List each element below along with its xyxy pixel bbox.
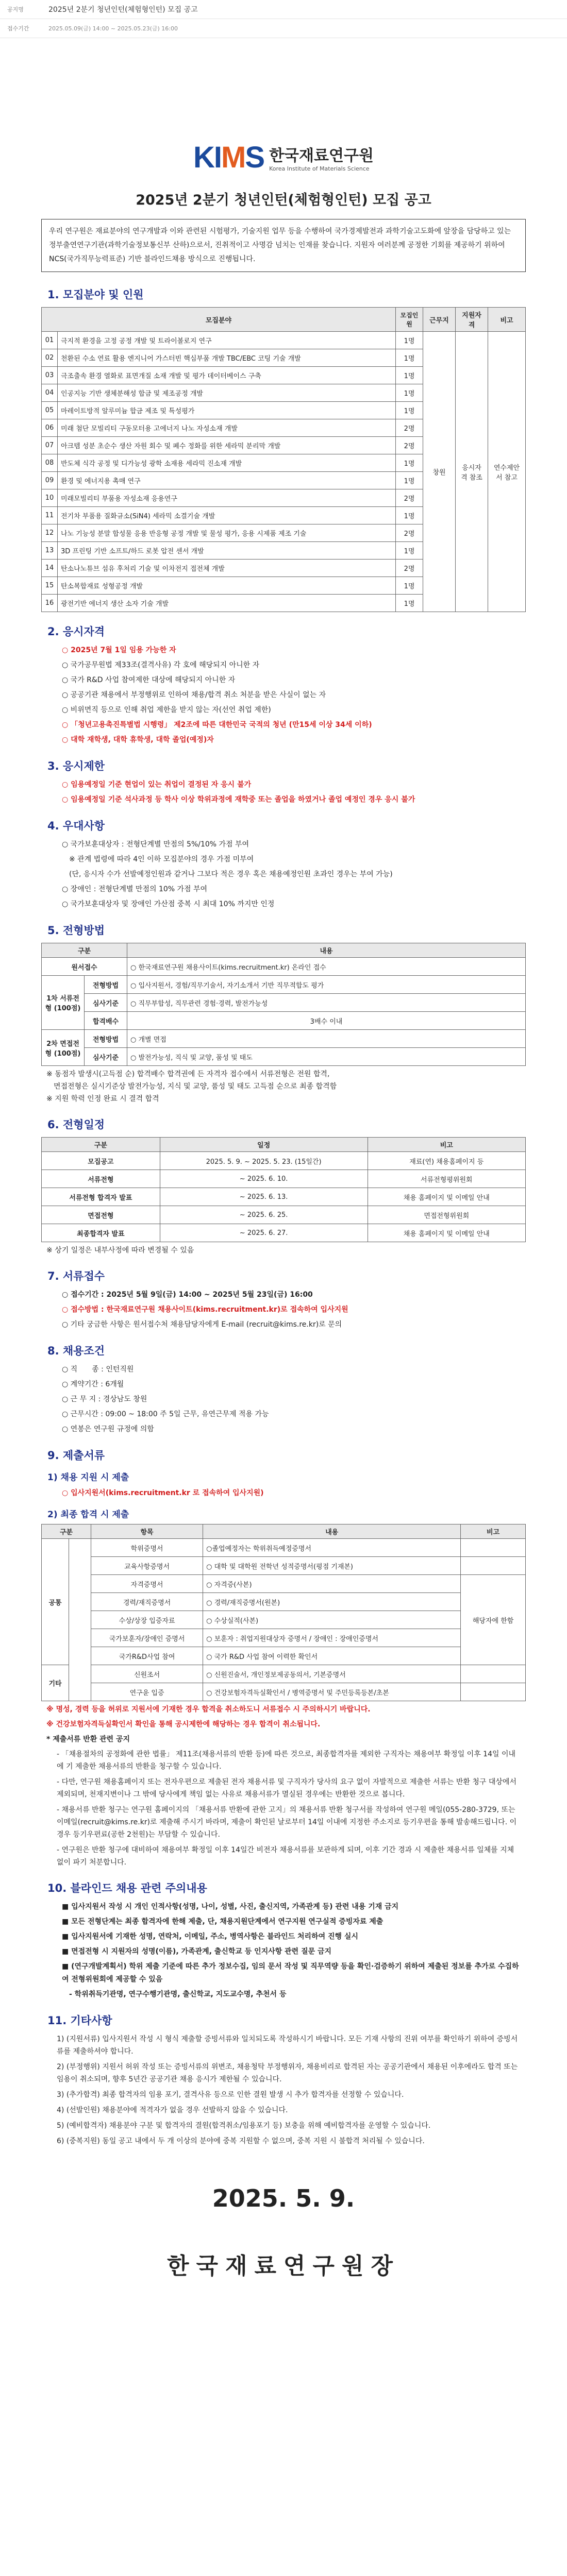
schedule-date: ~ 2025. 6. 10. [160,1170,368,1188]
row-field: 인공지능 기반 생체분해성 합금 및 제조공정 개발 [58,384,396,402]
qualification-list [41,644,526,747]
logo-korean: 한국재료연구원 [269,146,374,165]
doc-item: 수상/상장 입증자료 [91,1611,203,1629]
preference-item: ※ 관계 법령에 따라 4인 이하 모집분야의 경우 가점 미부여 [62,855,254,863]
document-row [42,1575,526,1593]
schedule-note: 채용 홈페이지 및 이메일 안내 [368,1188,525,1206]
kims-logo [41,139,526,175]
recruit-row [42,332,526,349]
doc-note: 해당자에 한함 [461,1575,526,1665]
document-row [42,1611,526,1629]
schedule-date: 2025. 5. 9. ~ 2025. 5. 23. (15일간) [160,1152,368,1170]
notice-title-row [0,0,567,19]
document-row [42,1629,526,1647]
doc-note-empty [461,1665,526,1683]
doc-content: ○졸업예정자는 학위취득예정증명서 [203,1539,461,1557]
row-number: 06 [42,419,58,437]
schedule-type: 최종합격자 발표 [42,1224,160,1242]
restriction-1: ○ 임용예정일 기준 현업이 있는 취업이 결정된 자 응시 불가 [62,781,252,789]
stage-apply-content: ○ 한국재료연구원 채용사이트(kims.recruitment.kr) 온라인 접수 [127,958,526,976]
section-title-restriction: 3. 응시제한 [47,760,105,772]
row-count: 1명 [396,384,423,402]
doc-content: ○ 자격증(사본) [203,1575,461,1593]
row-field: 나노 기능성 분말 합성물 응용 반응형 공정 개발 및 물성 평가, 응용 시제품 제조 기술 [58,524,396,542]
row-field: 미래 첨단 모빌리티 구동모터용 고에너지 나노 자성소재 개발 [58,419,396,437]
documents-apply-item: ○ 입사지원서(kims.recruitment.kr 로 접속하여 입사지원) [62,1489,264,1497]
schedule-row [42,1206,526,1224]
etc-item: 3) (추가합격) 최종 합격자의 임용 포기, 결격사유 등으로 인한 결원 발생 시 추가 합격자를 선정할 수 있습니다. [57,2091,404,2099]
selection-table: 구분 내용 원서접수 ○ 한국재료연구원 채용사이트(kims.recruitment.kr) 온라인 접수 1차 서류전형 (100점) 전형방법 ○ 입사지원서, 경험/직무기술서, 자기소개서 기반 직무적합도 평가 심사기준 ○ 직무부합성, 직무관련 경험·경력, 발전가능성 합격배수 3배수 이내 2차 면접전형 (100점) 전형방법 ○ 개별 면접 심사기준 ○ 발전가능성, 직식 및 교양, 품성 및 태도 [41,943,526,1066]
schedule-type: 서류전형 합격자 발표 [42,1188,160,1206]
doc-subgroup [69,1539,91,1701]
qualification-item: ○ 국가 R&D 사업 참여제한 대상에 해당되지 아니한 자 [62,676,236,684]
schedule-date: ~ 2025. 6. 13. [160,1188,368,1206]
etc-item: 6) (중복지원) 동일 공고 내에서 두 개 이상의 분야에 중복 지원할 수 없으며, 중복 지원 시 불합격 처리될 수 있습니다. [57,2137,425,2145]
row-count: 1명 [396,507,423,524]
row-count: 1명 [396,577,423,595]
preference-item: ○ 장애인 : 전형단계별 만점의 10% 가점 부여 [62,885,208,893]
notice-title: 2025년 2분기 청년인턴(체험형인턴) 모집 공고 [48,6,198,14]
row-number: 15 [42,577,58,595]
row-count: 2명 [396,437,423,454]
schedule-row [42,1188,526,1206]
selection-note-1: ※ 동점자 발생시(고득점 순) 합격배수 합격권에 든 자격자 접수에서 서류전형은 전원 합격, [46,1070,330,1078]
doc-content: ○ 수상실적(사본) [203,1611,461,1629]
doc-item: 경력/재직증명서 [91,1593,203,1611]
doc-group-etc: 기타 [42,1665,69,1701]
row-field: 극지적 환경을 고정 공정 개발 및 트라이볼로지 연구 [58,332,396,349]
stage-2: 2차 면접전형 (100점) [42,1030,85,1066]
documents-warn-1: ※ 명성, 경력 등을 허위로 지원서에 기재한 경우 합격을 취소하도니 서류접수 시 주의하시기 바랍니다. [46,1705,371,1714]
row-field: 마레이트방적 알루미늄 합금 제조 및 특성평가 [58,402,396,419]
row-field: 극조출속 환경 열화로 표면개질 소재 개발 및 평가 데이터베이스 구축 [58,367,396,384]
etc-list [41,2033,526,2147]
row-number: 10 [42,489,58,507]
schedule-type: 모집공고 [42,1152,160,1170]
application-method: ○ 접수방법 : 한국재료연구원 채용사이트(kims.recruitment.kr)로 접속하여 입사지원 [62,1306,348,1314]
row-field: 반도체 식각 공정 및 디가능성 광학 소재용 세라믹 진소재 개발 [58,454,396,472]
etc-item: 5) (예비합격자) 채용분야 구분 및 합격자의 결원(합격취소/임용포기 등) 보충을 위해 예비합격자를 운영할 수 있습니다. [57,2122,431,2130]
section-title-selection: 5. 전형방법 [47,924,105,937]
doc-group-common: 공통 [42,1539,69,1665]
row-number: 11 [42,507,58,524]
row-field: 천환된 수소 연료 활용 엔지니어 가스터빈 핵심부품 개발 TBC/EBC 코팅 기술 개발 [58,349,396,367]
row-count: 2명 [396,419,423,437]
row-field: 환경 및 에너지용 촉매 연구 [58,472,396,489]
row-count: 2명 [396,524,423,542]
stage-1: 1차 서류전형 (100점) [42,976,85,1030]
documents-sub-2: 2) 최종 합격 시 제출 [47,1510,129,1520]
schedule-note: ※ 상기 일정은 내부사정에 따라 변경될 수 있음 [46,1246,194,1255]
th-qual: 지원자격 [456,308,488,332]
documents-sub-1: 1) 채용 지원 시 제출 [47,1472,129,1483]
documents-notice [41,1748,526,1869]
etc-item: 1) (지원서류) 입사지원서 작성 시 형식 제출할 증빙서류와 일치되도록 작성하시기 바랍니다. 모든 기재 사항의 진위 여부를 확인하기 위하여 증빙서류를 제출하셔야 합니다. [57,2035,518,2056]
blind-item: ■ 입사지원서 작성 시 개인 인적사항(성명, 나이, 성별, 사진, 출신지역, 가족관계 등) 관련 내용 기재 금지 [62,1903,399,1911]
doc-content: ○ 대학 및 대학원 전학년 성적증명서(평점 기재본) [203,1557,461,1575]
condition-item: ○ 근 무 지 : 경상남도 창원 [62,1395,147,1403]
period-value: 2025.05.09(금) 14:00 ~ 2025.05.23(금) 16:00 [48,25,178,32]
condition-item: ○ 연봉은 연구원 규정에 의함 [62,1425,154,1433]
schedule-row [42,1224,526,1242]
section-title-preference: 4. 우대사항 [47,820,105,832]
blind-item: ■ 입사지원서에 기재한 성명, 연락처, 이메일, 주소, 병역사항은 블라인드 처리하여 진행 실시 [62,1933,358,1941]
notice-paragraph: - 「채용절차의 공정화에 관한 법률」 제11조(채용서류의 반환 등)에 따른 것으로, 최종합격자를 제외한 구직자는 채용여부 확정일 이후 14일 이내에 기 제출한 채용서류의 반환을 청구할 수 있습니다. [57,1750,516,1771]
period-label: 접수기간 [7,25,29,32]
doc-item: 국가R&D사업 참여 [91,1647,203,1665]
row-field: 미래모빌리티 부품용 자성소재 응용연구 [58,489,396,507]
doc-content: ○ 보훈자 : 취업지원대상자 증명서 / 장애인 : 장애인증명서 [203,1629,461,1647]
row-count: 1명 [396,595,423,612]
row-number: 07 [42,437,58,454]
intro-box: 우리 연구원은 재료분야의 연구개발과 이와 관련된 시험평가, 기술지원 업무 등을 수행하여 국가경제발전과 과학기술고도화에 앞장을 담당하고 있는 정부출연연구기관(과학기술정보통신부 산하)으로서, 진취적이고 사명감 넘치는 인재를 찾습니다. 지원자 여러분께 공정한 기회를 제공하기 위하여 NCS(국가직무능력표준) 기반 블라인드채용 방식으로 진행됩니다. [41,219,526,272]
schedule-row [42,1170,526,1188]
doc-item: 연구윤 입증 [91,1683,203,1701]
row-number: 05 [42,402,58,419]
blind-item: - 학위취득기관명, 연구수행기관명, 출신학교, 지도교수명, 추천서 등 [62,1990,287,1998]
schedule-row [42,1152,526,1170]
row-number: 01 [42,332,58,349]
doc-content: ○ 국가 R&D 사업 참여 이력한 확인서 [203,1647,461,1665]
qualification-item: ○ 비위면직 등으로 인해 취업 제한을 받지 않는 자(선언 취업 제한) [62,706,271,714]
doc-note-empty [461,1683,526,1701]
section-title-schedule: 6. 전형일정 [47,1118,105,1131]
section-title-blind: 10. 블라인드 채용 관련 주의내용 [47,1882,207,1894]
doc-content: ○ 신원진술서, 개인정보제공동의서, 기본증명서 [203,1665,461,1683]
schedule-note: 재료(연) 채용홈페이지 등 [368,1152,525,1170]
row-count: 2명 [396,560,423,577]
etc-item: 4) (선발인원) 채용분야에 적격자가 없을 경우 선발하지 않을 수 있습니다. [57,2106,288,2114]
workplace-cell: 창원 [423,332,456,612]
row-number: 02 [42,349,58,367]
row-number: 09 [42,472,58,489]
doc-item: 자격증명서 [91,1575,203,1593]
row-field: 광전기반 에너지 생산 소자 기술 개발 [58,595,396,612]
row-field: 탄소복합재료 성형공정 개발 [58,577,396,595]
doc-note-empty [461,1539,526,1557]
section-title-documents: 9. 제출서류 [47,1449,105,1462]
schedule-date: ~ 2025. 6. 25. [160,1206,368,1224]
row-count: 1명 [396,332,423,349]
footer-org: 한국재료연구원장 [166,2253,401,2279]
application-period: ○ 접수기간 : 2025년 5월 9일(금) 14:00 ~ 2025년 5월 23일(금) 16:00 [62,1291,313,1299]
footer-date: 2025. 5. 9. [212,2184,355,2212]
restriction-2: ○ 임용예정일 기준 석사과정 등 학사 이상 학위과정에 재학중 또는 졸업을 하였거나 졸업 예정인 경우 응시 불가 [62,795,415,804]
row-number: 16 [42,595,58,612]
blind-list [41,1901,526,2001]
notice-paragraph: - 연구원은 반환 청구에 대비하여 채용여부 확정일 이후 14일간 비전자 채용서류를 보관하게 되며, 이후 기간 경과 시 제출한 채용서류 일체를 지체 없이 파기 처분합니다. [57,1846,514,1867]
documents-notice-title: * 제출서류 반환 관련 공지 [46,1735,130,1743]
conditions-list [41,1363,526,1436]
row-count: 1명 [396,472,423,489]
stage-apply: 원서접수 [42,958,127,976]
schedule-date: ~ 2025. 6. 27. [160,1224,368,1242]
th-selection-type: 구분 [42,943,127,958]
th-field: 모집분야 [42,308,396,332]
page-title: 2025년 2분기 청년인턴(체험형인턴) 모집 공고 [136,192,431,208]
row-count: 1명 [396,349,423,367]
doc-item: 국가보훈자/장애인 증명서 [91,1629,203,1647]
preference-item: ○ 국가보훈대상자 및 장애인 가산점 중복 시 최대 10% 까지만 인정 [62,900,275,908]
row-number: 03 [42,367,58,384]
row-count: 1명 [396,367,423,384]
condition-item: ○ 계약기간 : 6개월 [62,1380,124,1388]
row-count: 1명 [396,542,423,560]
documents-warn-2: ※ 건강보험자격득실확인서 확인을 통해 공시제한에 해당하는 경우 합격이 취소됩니다. [46,1720,321,1728]
row-number: 04 [42,384,58,402]
section-title-conditions: 8. 채용조건 [47,1345,105,1357]
th-workplace: 근무지 [423,308,456,332]
qualification-item: ○ 국가공무원법 제33조(결격사유) 각 호에 해당되지 아니한 자 [62,661,260,669]
th-count: 모집인원 [396,308,423,332]
selection-note-2: 면접전형은 실시기준상 발전가능성, 지식 및 교양, 품성 및 태도 고득점 순으로 최종 합격함 [46,1082,337,1091]
qualification-item: ○ 공공기관 채용에서 부정행위로 인하여 채용/합격 취소 처분을 받은 사실이 없는 자 [62,691,326,699]
documents-table: 구분 항목 내용 비고 공통 학위증명서 ○졸업예정자는 학위취득예정증명서 교육사항증명서 ○ 대학 및 대학원 전학년 성적증명서(평점 기재본) 자격증명서 ○ 자격증(사본) 해당자에 한함 경력/재직증명서 ○ 경력/재직증명서(원본) 수상/상장 입증자료 ○ 수상실적(사본) 국가보훈자/장애인 증명서 ○ 보훈자 : 취업지원대상자 증명서 / 장애인 : 장애인증명서 국가R&D사업 참여 ○ 국가 R&D 사업 참여 이력한 확인서 기타 신원조서 ○ 신원진술서, 개인정보제공동의서, 기본증명서 연구윤 입증 ○ 건강보험자격득실확인서 / 병역증명서 및 주민등록등본/초본 [41,1524,526,1701]
selection-note-3: ※ 지원 학력 인정 완료 시 결격 합격 [46,1095,159,1103]
th-selection-content: 내용 [127,943,526,958]
period-row [0,19,567,38]
document-row [42,1683,526,1701]
document-row [42,1557,526,1575]
doc-item: 교육사항증명서 [91,1557,203,1575]
schedule-type: 면접전형 [42,1206,160,1224]
row-count: 2명 [396,489,423,507]
schedule-table: 구분 일정 비고 모집공고 2025. 5. 9. ~ 2025. 5. 23. (15일간) 재료(연) 채용홈페이지 등 서류전형 ~ 2025. 6. 10. 서류전형평위원회 서류전형 합격자 발표 ~ 2025. 6. 13. 채용 홈페이지 및 이메일 안내 면접전형 ~ 2025. 6. 25. 면접전형위원회 최종합격자 발표 ~ 2025. 6. 27. 채용 홈페이지 및 이메일 안내 [41,1137,526,1242]
document-row [42,1593,526,1611]
recruit-table [41,307,526,612]
row-field: 아크템 성분 초순수 생산 자원 회수 및 폐수 정화를 위한 세라믹 분리막 개발 [58,437,396,454]
document-row [42,1539,526,1557]
notice-body [41,139,526,2280]
doc-note-empty [461,1557,526,1575]
row-number: 13 [42,542,58,560]
row-number: 14 [42,560,58,577]
blind-item: ■ 면접전형 시 지원자의 성명(이름), 가족관계, 출신학교 등 인지사항 관련 질문 금지 [62,1947,332,1956]
notice-header [0,0,567,38]
document-row [42,1665,526,1683]
row-field: 탄소나노튜브 섬유 후처리 기술 및 이차전지 접전체 개발 [58,560,396,577]
th-note: 비고 [488,308,526,332]
application-contact: ○ 기타 궁금한 사항은 원서접수처 채용담당자에게 E-mail (recruit@kims.re.kr)로 문의 [62,1320,342,1329]
doc-content: ○ 건강보험자격득실확인서 / 병역증명서 및 주민등록등본/초본 [203,1683,461,1701]
notice-paragraph: - 다만, 연구원 채용홈페이지 또는 전자우편으로 제출된 전자 채용서류 및 구직자가 당사의 요구 없이 자발적으로 제출한 서류는 반환 청구 대상에서 제외되며, 천재지변이나 그 밖에 당사에게 책임 없는 사유로 채용서류가 멸실된 경우에는 반환한 것으로 봅니다. [57,1778,516,1799]
preference-item: (단, 응시자 수가 선발예정인원과 같거나 그보다 적은 경우 혹은 채용예정인원 초과인 경우는 부여 가능) [62,870,393,878]
schedule-type: 서류전형 [42,1170,160,1188]
section-title-application: 7. 서류접수 [47,1270,105,1282]
schedule-note: 서류전형평위원회 [368,1170,525,1188]
preference-list [41,838,526,911]
doc-item: 학위증명서 [91,1539,203,1557]
doc-content: ○ 경력/재직증명서(원본) [203,1593,461,1611]
row-number: 12 [42,524,58,542]
etc-item: 2) (부정행위) 지원서 허위 작성 또는 증빙서류의 위변조, 채용청탁 부정행위자, 채용비리로 합격된 자는 공공기관에서 채용된 이후에라도 합격 또는 임용이 취소되며, 향후 5년간 공공기관 채용 응시가 제한될 수 있습니다. [57,2063,518,2083]
blind-item: ■ 모든 전형단계는 최종 합격자에 한해 제출, 단, 채용지원단계에서 연구지원 연구실적 증빙자료 제출 [62,1918,383,1926]
qualification-item: ○ 2025년 7월 1일 임용 가능한 자 [62,646,176,654]
logo-mark: KIMS [193,140,264,174]
schedule-note: 면접전형위원회 [368,1206,525,1224]
note-cell: 연수제안서 참고 [488,332,526,612]
row-number: 08 [42,454,58,472]
condition-item: ○ 근무시간 : 09:00 ~ 18:00 주 5일 근무, 유연근무제 적용 가능 [62,1410,269,1418]
doc-item: 신원조서 [91,1665,203,1683]
blind-item: ■ (연구개발계획서) 학위 제출 기준에 따른 추가 정보수집, 임의 문서 작성 및 직무역량 등을 확인·검증하기 위하여 제출된 정보를 추가로 수집하여 전형위원회에 제공할 수 있음 [62,1962,519,1984]
row-field: 3D 프린팅 기반 소프트/하드 로봇 압전 센서 개발 [58,542,396,560]
row-count: 1명 [396,454,423,472]
qualification-item: ○ 「청년고용촉진특별법 시행령」 제2조에 따른 대한민국 국적의 청년 (만15세 이상 34세 이하) [62,721,372,729]
schedule-note: 채용 홈페이지 및 이메일 안내 [368,1224,525,1242]
row-count: 1명 [396,402,423,419]
document-row [42,1647,526,1665]
notice-paragraph: - 채용서류 반환 청구는 연구원 홈페이지의 「채용서류 반환에 관한 고지」의 채용서류 반환 청구서를 작성하여 연구원 메일(055-280-3729, 또는 이메일(recruit@kims.re.kr)로 제출해 주시기 바라며, 제출이 확인된 날로부터 14일 이내에 지정한 주소지로 등기우편을 통해 발송해드립니다. 이 경우 등기우편료(공한 2천원)는 부담할 수 있습니다. [57,1806,517,1839]
section-title-qualification: 2. 응시자격 [47,625,105,638]
title-label: 공지명 [7,6,24,13]
section-title-etc: 11. 기타사항 [47,2014,112,2027]
row-field: 전기차 부품용 질화규소(SiN4) 세라믹 소결기술 개발 [58,507,396,524]
logo-english: Korea Institute of Materials Science [269,165,370,172]
condition-item: ○ 직 종 : 인턴직원 [62,1365,134,1374]
qualification-item: ○ 대학 재학생, 대학 휴학생, 대학 졸업(예정)자 [62,736,214,744]
section-title-recruit: 1. 모집분야 및 인원 [47,289,144,301]
qualification-cell: 응시자격 참조 [456,332,488,612]
preference-item: ○ 국가보훈대상자 : 전형단계별 만점의 5%/10% 가점 부여 [62,840,249,849]
